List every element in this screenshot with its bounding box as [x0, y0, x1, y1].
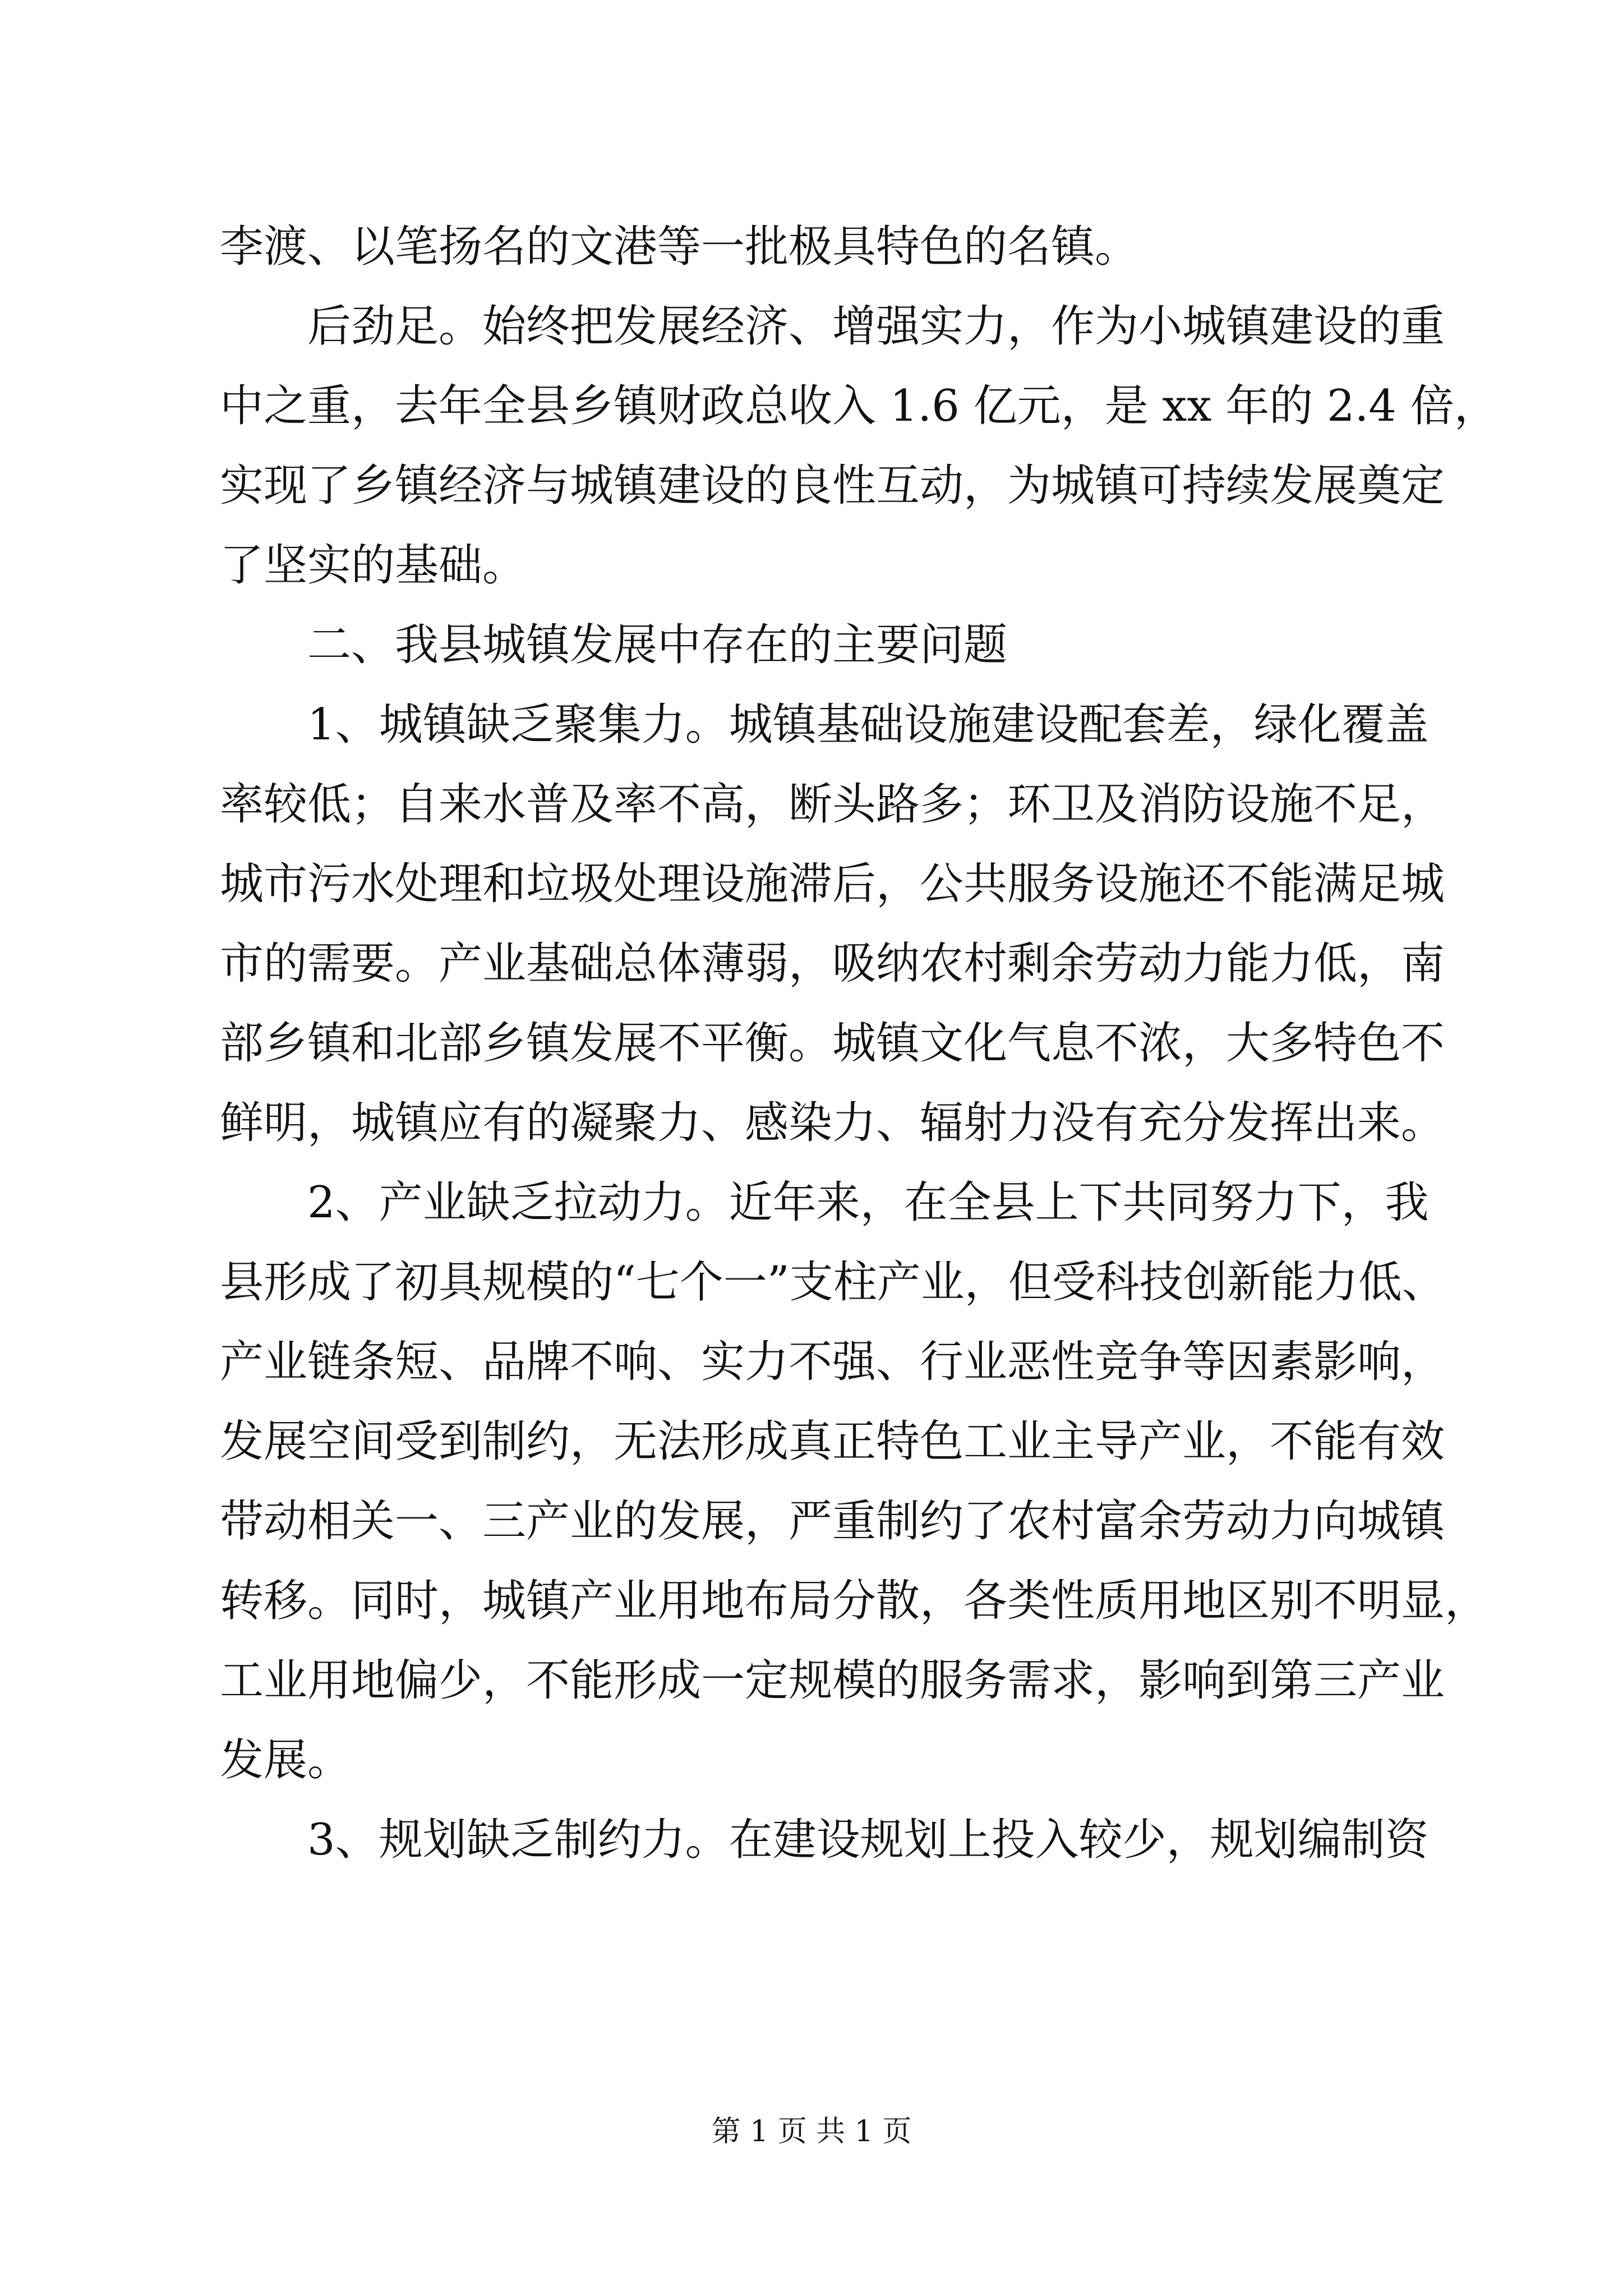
text-line: 产业链条短、品牌不响、实力不强、行业恶性竞争等因素影响， [220, 1337, 1445, 1387]
text-line: 1、城镇缺乏聚集力。城镇基础设施建设配套差，绿化覆盖 [307, 700, 1429, 750]
text-line: 实现了乡镇经济与城镇建设的良性互动，为城镇可持续发展奠定 [220, 461, 1445, 511]
text-line: 后劲足。始终把发展经济、增强实力，作为小城镇建设的重 [307, 301, 1445, 352]
text-line: 李渡、以笔扬名的文港等一批极具特色的名镇。 [220, 222, 1139, 272]
text-line: 工业用地偏少，不能形成一定规模的服务需求，影响到第三产业 [220, 1655, 1445, 1706]
text-line: 率较低；自来水普及率不高，断头路多；环卫及消防设施不足， [220, 779, 1445, 830]
text-line: 转移。同时，城镇产业用地布局分散，各类性质用地区别不明显， [220, 1576, 1489, 1626]
page-footer: 第 1 页 共 1 页 [711, 2115, 912, 2148]
text-line: 县形成了初具规模的“七个一”支柱产业，但受科技创新能力低、 [220, 1257, 1446, 1308]
text-line: 中之重，去年全县乡镇财政总收入 1.6 亿元，是 xx 年的 2.4 倍， [220, 381, 1498, 431]
text-line: 发展。 [220, 1735, 352, 1786]
text-line: 2、产业缺乏拉动力。近年来，在全县上下共同努力下，我 [307, 1177, 1429, 1228]
text-line: 部乡镇和北部乡镇发展不平衡。城镇文化气息不浓，大多特色不 [220, 1018, 1445, 1069]
text-line: 城市污水处理和垃圾处理设施滞后，公共服务设施还不能满足城 [220, 859, 1445, 909]
text-line: 鲜明，城镇应有的凝聚力、感染力、辐射力没有充分发挥出来。 [220, 1098, 1445, 1148]
text-line: 二、我县城镇发展中存在的主要问题 [307, 620, 1008, 670]
document-body [220, 220, 1498, 1893]
text-line: 了坚实的基础。 [220, 540, 527, 591]
text-line: 发展空间受到制约，无法形成真正特色工业主导产业，不能有效 [220, 1416, 1445, 1467]
text-line: 市的需要。产业基础总体薄弱，吸纳农村剩余劳动力能力低，南 [220, 938, 1445, 989]
text-line: 3、规划缺乏制约力。在建设规划上投入较少，规划编制资 [307, 1815, 1429, 1865]
text-line: 带动相关一、三产业的发展，严重制约了农村富余劳动力向城镇 [220, 1496, 1445, 1547]
